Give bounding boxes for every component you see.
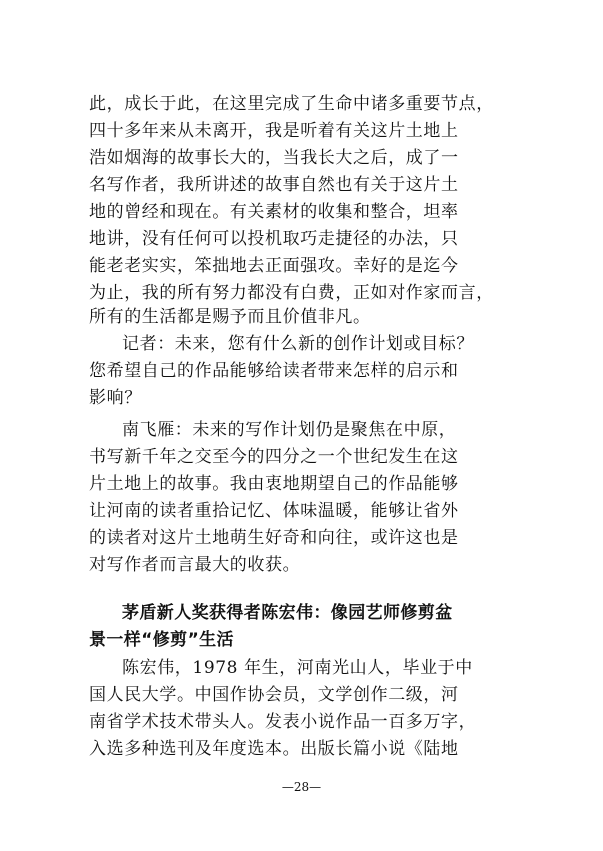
paragraph-line: 浩如烟海的故事长大的，当我长大之后，成了一	[89, 148, 459, 168]
paragraph-line: 所有的生活都是赐予而且价值非凡。	[89, 307, 371, 327]
question-line: 您希望自己的作品能够给读者带来怎样的启示和	[89, 361, 459, 381]
paragraph-line: 地的曾经和现在。有关素材的收集和整合，坦率	[89, 202, 459, 222]
answer-line: 的读者对这片土地萌生好奇和向往，或许这也是	[89, 528, 459, 548]
bio-line: 国人民大学。中国作协会员，文学创作二级，河	[89, 685, 459, 705]
answer-line: 对写作者而言最大的收获。	[89, 555, 301, 575]
paragraph-line: 名写作者，我所讲述的故事自然也有关于这片土	[89, 175, 459, 195]
page-number: —28—	[281, 780, 322, 794]
paragraph-line: 能老老实实，笨拙地去正面强攻。幸好的是迄今	[89, 256, 459, 276]
answer-line: 南飞雁：未来的写作计划仍是聚焦在中原，	[122, 420, 457, 440]
answer-line: 让河南的读者重拾记忆、体味温暖，能够让省外	[89, 501, 459, 521]
bio-line: 入选多种选刊及年度选本。出版长篇小说《陆地	[89, 739, 459, 759]
heading-line: 景一样“修剪”生活	[89, 630, 234, 650]
bio-line: 南省学术技术带头人。发表小说作品一百多万字，	[89, 712, 477, 732]
heading-line: 茅盾新人奖获得者陈宏伟：像园艺师修剪盆	[122, 603, 453, 623]
bio-line: 陈宏伟，1978 年生，河南光山人，毕业于中	[122, 658, 473, 678]
question-line: 记者：未来，您有什么新的创作计划或目标？	[122, 334, 474, 354]
answer-line: 书写新千年之交至今的四分之一个世纪发生在这	[89, 447, 459, 467]
question-line: 影响？	[89, 388, 142, 408]
paragraph-line: 地讲，没有任何可以投机取巧走捷径的办法，只	[89, 229, 459, 249]
answer-line: 片土地上的故事。我由衷地期望自己的作品能够	[89, 474, 459, 494]
paragraph-line: 四十多年来从未离开，我是听着有关这片土地上	[89, 121, 459, 141]
paragraph-line: 此，成长于此，在这里完成了生命中诸多重要节点，	[89, 94, 494, 114]
paragraph-line: 为止，我的所有努力都没有白费，正如对作家而言，	[89, 283, 494, 303]
